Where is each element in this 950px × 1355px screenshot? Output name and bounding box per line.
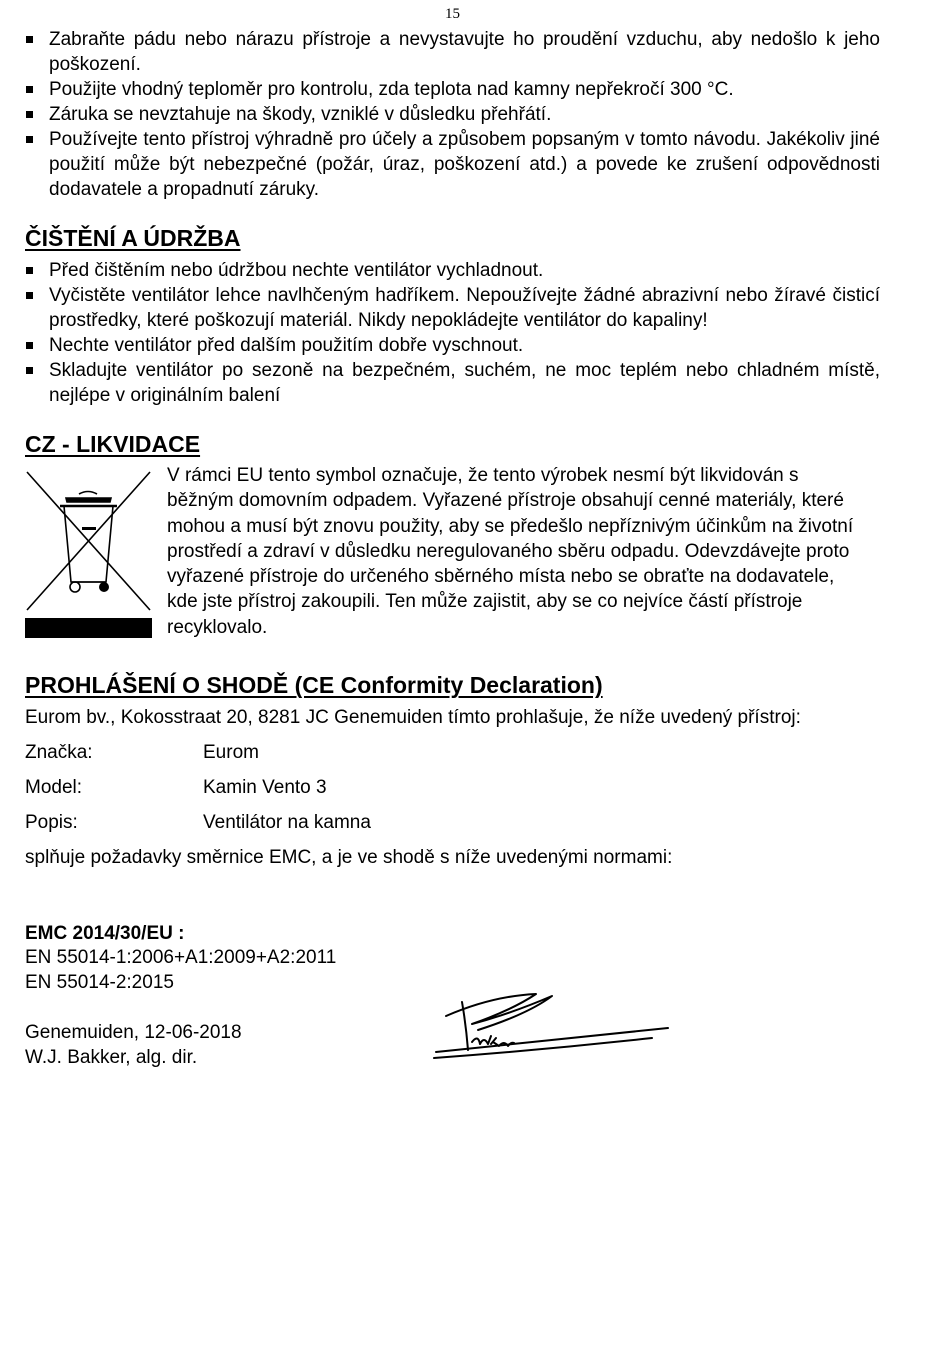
bullet-item: Použijte vhodný teploměr pro kontrolu, zda teplota nad kamny nepřekročí 300 °C. xyxy=(25,77,880,102)
bullet-square-icon xyxy=(26,342,33,349)
crossed-out-wheelie-bin-icon xyxy=(25,470,152,638)
bullet-item: Zabraňte pádu nebo nárazu přístroje a nevystavujte ho proudění vzduchu, aby nedošlo k jeho poškození. xyxy=(25,27,880,77)
signature xyxy=(432,990,672,1062)
declaration-heading: PROHLÁŠENÍ O SHODĚ (CE Conformity Declaration) xyxy=(25,672,603,698)
signatory: W.J. Bakker, alg. dir. xyxy=(25,1047,198,1068)
field-description xyxy=(25,811,625,835)
field-label: Značka: xyxy=(25,742,93,763)
field-brand xyxy=(25,741,625,765)
bullet-square-icon xyxy=(26,36,33,43)
emc-directive-title: EMC 2014/30/EU : xyxy=(25,923,185,944)
cleaning-bullet-list xyxy=(25,258,880,408)
field-value: Ventilátor na kamna xyxy=(203,812,371,833)
bullet-item: Skladujte ventilátor po sezoně na bezpečném, suchém, ne moc teplém nebo chladném místě, nejlépe v originálním balení xyxy=(25,358,880,408)
place-date: Genemuiden, 12-06-2018 xyxy=(25,1022,242,1043)
field-label: Popis: xyxy=(25,812,78,833)
bullet-item: Používejte tento přístroj výhradně pro účely a způsobem popsaným v tomto návodu. Jakékoliv jiné použití může být nebezpečné (požár, úraz, poškození atd.) a povede ke zrušení odpovědnosti dodavatele a propadnutí záruky. xyxy=(25,127,880,202)
field-value: Kamin Vento 3 xyxy=(203,777,327,798)
compliance-statement: splňuje požadavky směrnice EMC, a je ve shodě s níže uvedenými normami: xyxy=(25,847,673,868)
bullet-square-icon xyxy=(26,86,33,93)
declaration-intro: Eurom bv., Kokosstraat 20, 8281 JC Genemuiden tímto prohlašuje, že níže uvedený přístroj: xyxy=(25,707,801,728)
field-label: Model: xyxy=(25,777,83,798)
bullet-square-icon xyxy=(26,136,33,143)
bullet-item: Nechte ventilátor před dalším použitím dobře vyschnout. xyxy=(25,333,880,358)
field-model xyxy=(25,776,625,800)
safety-bullet-list xyxy=(25,27,880,202)
disposal-text: V rámci EU tento symbol označuje, že tento výrobek nesmí být likvidován s běžným domovním odpadem. Vyřazené přístroje obsahují cenné materiály, které mohou a musí být znovu použity, aby se předešlo nepříznivým účinkům na životní prostředí a zdraví v důsledku neregulovaného sběru odpadu. Odevzdávejte proto vyřazené přístroje do určeného sběrného místa nebo se obraťte na dodavatele, kde jste přístroj zakoupili. Ten může zajistit, aby se co nejvíce částí přístroje recyklovalo. xyxy=(167,465,854,638)
bullet-square-icon xyxy=(26,292,33,299)
bullet-square-icon xyxy=(26,367,33,374)
bullet-item: Před čištěním nebo údržbou nechte ventilátor vychladnout. xyxy=(25,258,880,283)
field-value: Eurom xyxy=(203,742,259,763)
bullet-square-icon xyxy=(26,111,33,118)
bullet-square-icon xyxy=(26,267,33,274)
standard-item: EN 55014-1:2006+A1:2009+A2:2011 xyxy=(25,947,337,968)
bullet-item: Záruka se nevztahuje na škody, vzniklé v důsledku přehřátí. xyxy=(25,102,880,127)
page-number: 15 xyxy=(445,6,460,22)
standard-item: EN 55014-2:2015 xyxy=(25,972,174,993)
cleaning-heading: ČIŠTĚNÍ A ÚDRŽBA xyxy=(25,225,241,251)
bullet-item: Vyčistěte ventilátor lehce navlhčeným hadříkem. Nepoužívejte žádné abrazivní nebo žíravé čisticí prostředky, které poškozují materiál. Nikdy nepokládejte ventilátor do kapaliny! xyxy=(25,283,880,333)
disposal-heading: CZ - LIKVIDACE xyxy=(25,431,201,457)
